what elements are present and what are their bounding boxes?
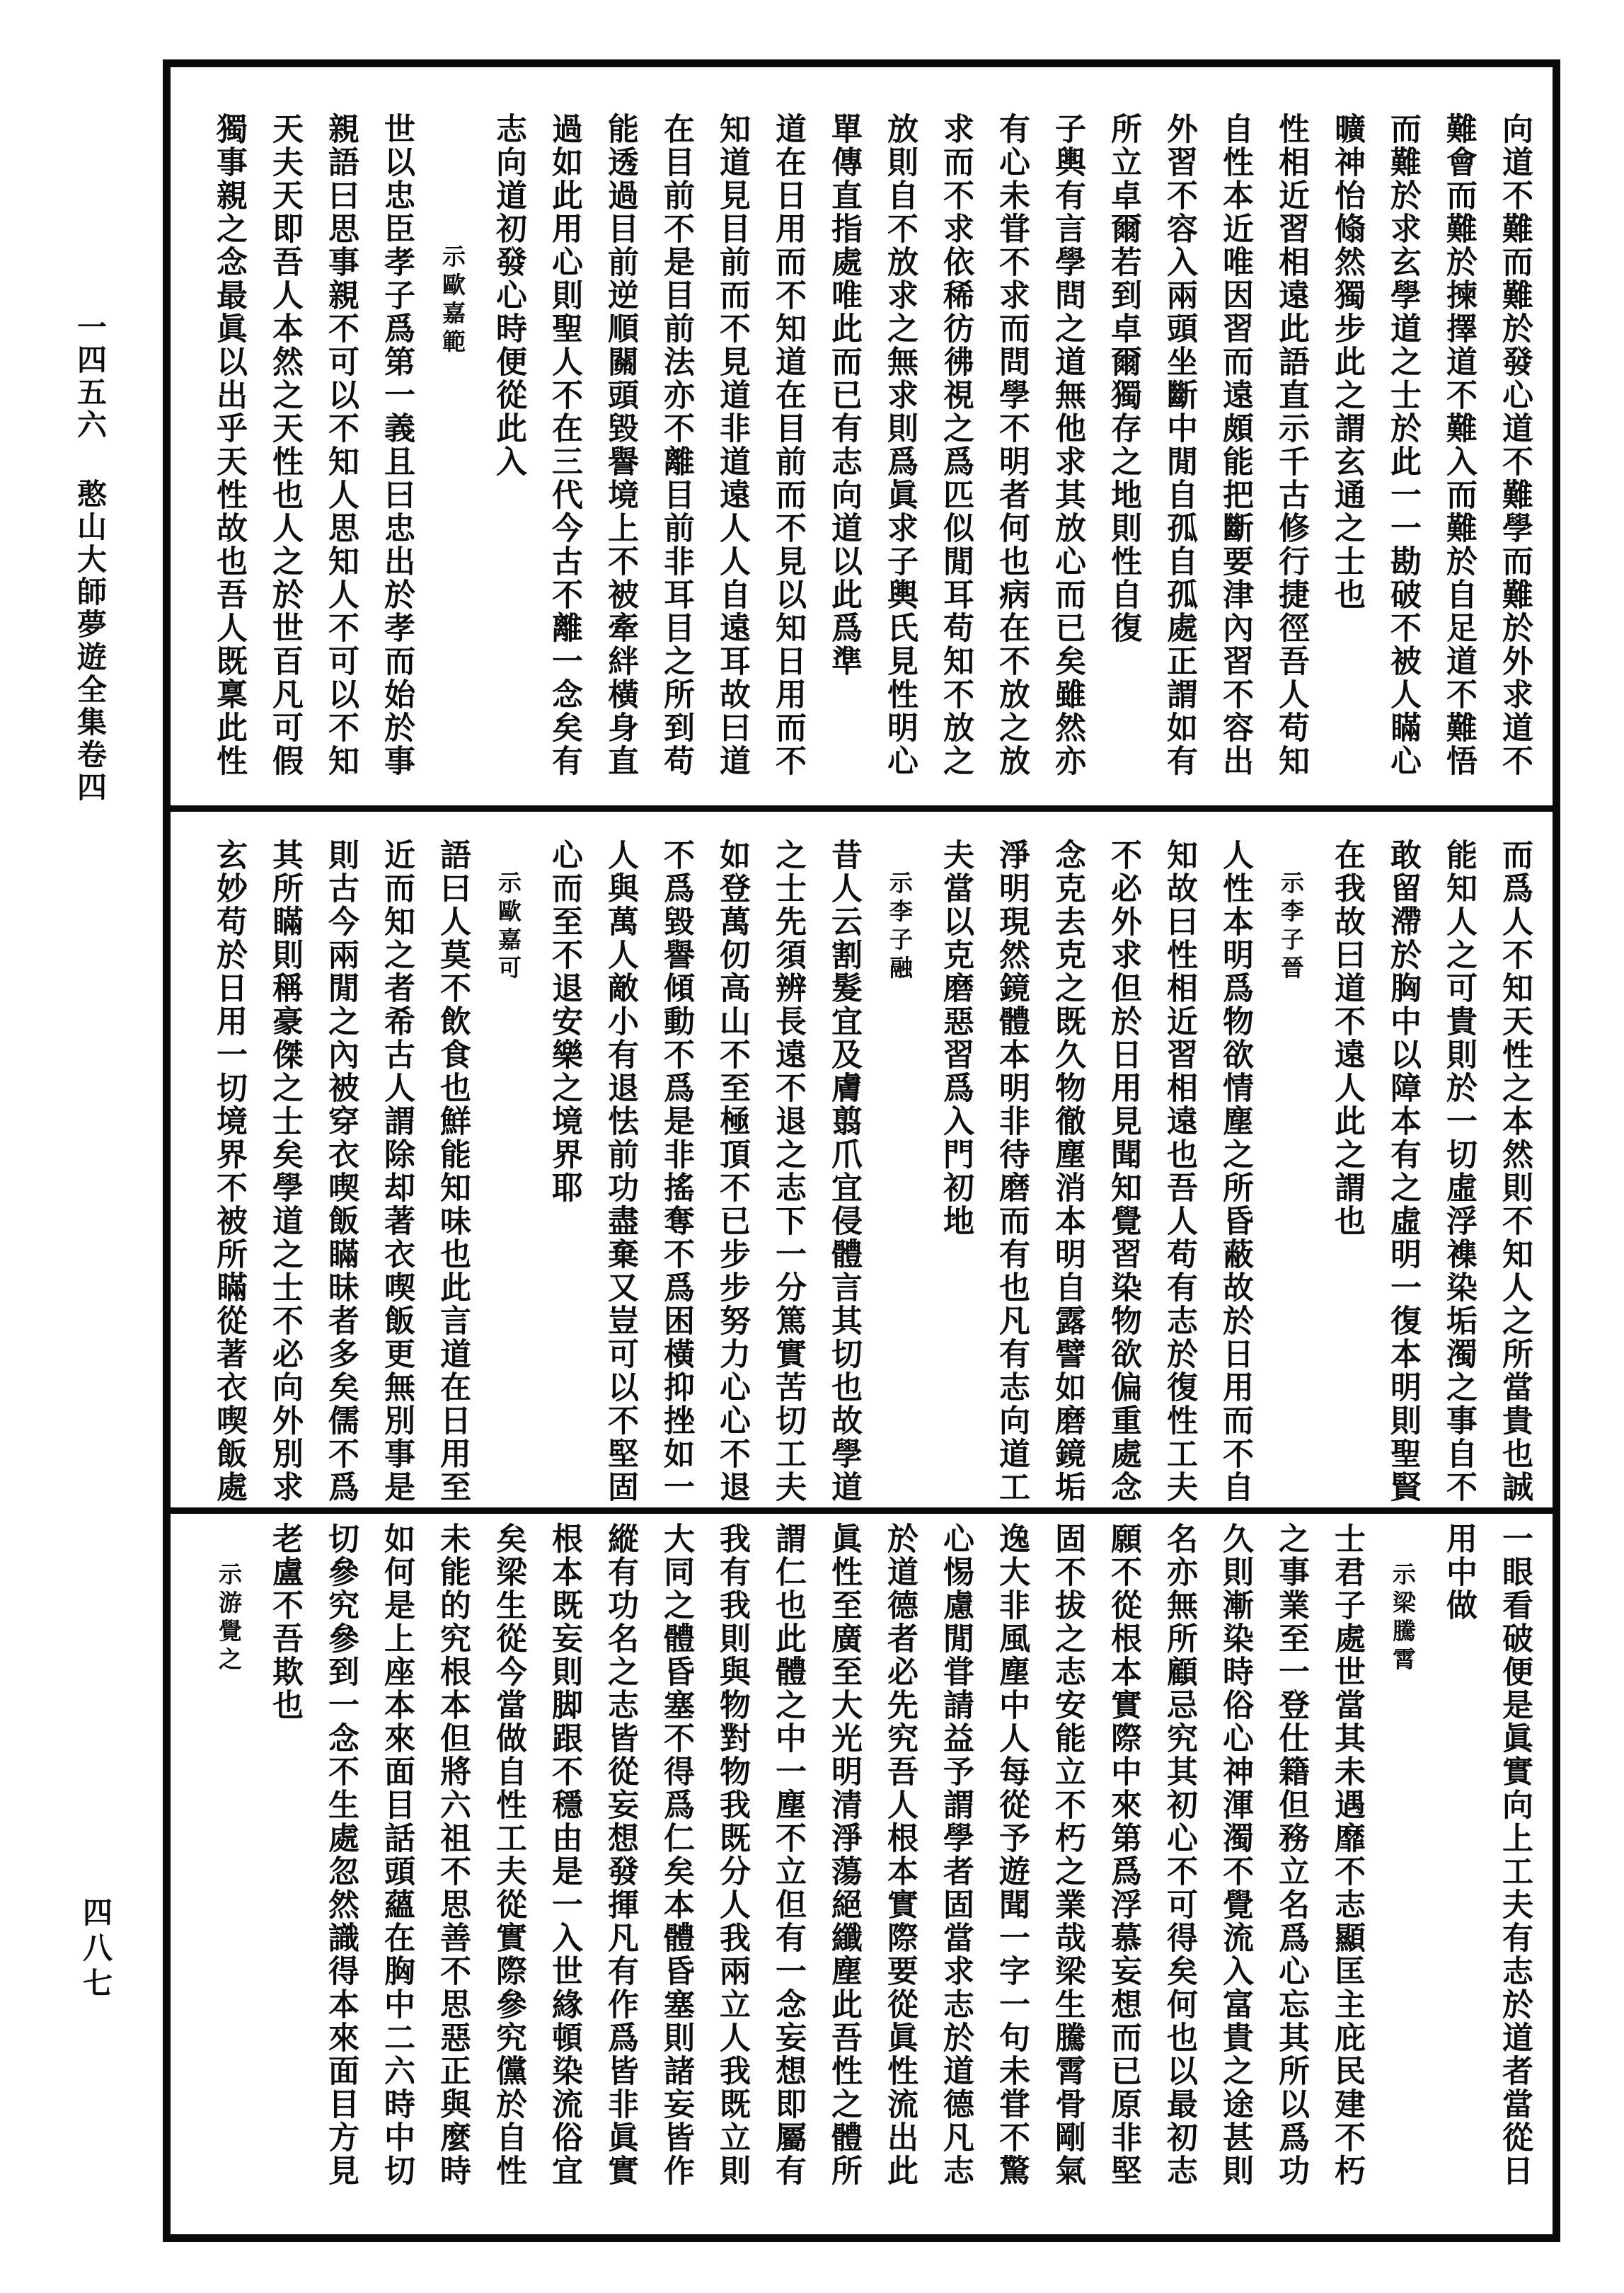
text-column: 曠神怡翛然獨步此之謂玄通之士也 [1329, 113, 1365, 611]
text-column: 所立卓爾若到卓爾獨存之地則性自復 [1105, 113, 1141, 645]
text-column: 之事業至一登仕籍但務立名爲心忘其所以爲功 [1273, 1522, 1309, 2188]
text-column: 如登萬仞高山不至極頂不已步步努力心心不退 [714, 839, 750, 1504]
text-column: 近而知之者希古人謂除却著衣喫飯更無別事是 [379, 839, 415, 1504]
text-column: 於道德者必先究吾人根本實際要從眞性流出此 [882, 1522, 918, 2188]
section-heading: 示游覺之 [215, 1562, 243, 1675]
text-column: 語曰人莫不飲食也鮮能知味也此言道在日用至 [434, 839, 471, 1504]
text-column: 之士先須辨長遠不退之志下一分篤實苦切工夫 [770, 839, 806, 1504]
text-column: 淨明現然鏡體本明非待磨而有也凡有志向道工 [994, 839, 1030, 1504]
text-column: 未能的究根本但將六祖不思善不思惡正與麼時 [434, 1522, 471, 2188]
text-column: 在我故曰道不遠人此之謂也 [1329, 839, 1365, 1238]
text-column: 如何是上座本來面目話頭蘊在胸中二六時中切 [379, 1522, 415, 2188]
section-bottom [171, 1514, 1553, 2234]
text-column: 求而不求依稀彷彿視之爲匹似閒耳苟知不放之 [938, 113, 974, 778]
text-column: 敢留滯於胸中以障本有之虛明一復本明則聖賢 [1385, 839, 1421, 1504]
text-column: 玄妙苟於日用一切境界不被所瞞從著衣喫飯處 [211, 839, 247, 1504]
text-column: 能知人之可貴則於一切虛浮襍染垢濁之事自不 [1441, 839, 1477, 1504]
text-column: 名亦無所顧忌究其初心不可得矣何也以最初志 [1161, 1522, 1197, 2188]
text-column: 志向道初發心時便從此入 [490, 113, 526, 478]
text-column: 人性本明爲物欲情塵之所昏蔽故於日用而不自 [1217, 839, 1253, 1504]
text-column: 自性本近唯因習而遠頗能把斷要津內習不容出 [1217, 113, 1253, 778]
section-divider [171, 805, 1553, 812]
text-column: 念克去克之既久物徹塵消本明自露譬如磨鏡垢 [1049, 839, 1085, 1504]
text-column: 知道見目前而不見道非道遠人人自遠耳故曰道 [714, 113, 750, 778]
text-column: 久則漸染時俗心神渾濁不覺流入富貴之途甚則 [1217, 1522, 1253, 2188]
text-column: 我有我則與物對物我既分人我兩立人我既立則 [714, 1522, 750, 2188]
text-column: 性相近習相遠此語直示千古修行捷徑吾人苟知 [1273, 113, 1309, 778]
section-middle [171, 812, 1553, 1507]
text-column: 謂仁也此體之中一塵不立但有一念妄想即屬有 [770, 1522, 806, 2188]
text-column: 能透過目前逆順關頭毀譽境上不被牽絆橫身直 [602, 113, 638, 778]
text-column: 心惕慮閒甞請益予謂學者固當求志於道德凡志 [938, 1522, 974, 2188]
text-column: 天夫天即吾人本然之天性也人之於世百凡可假 [267, 113, 303, 778]
margin-page-number: 一四五六 [73, 311, 108, 442]
margin-volume-title: 憨山大師夢遊全集卷四 [73, 478, 108, 804]
text-column: 知故曰性相近習相遠也吾人苟有志於復性工夫 [1161, 839, 1197, 1504]
text-column: 不爲毀譽傾動不爲是非搖奪不爲困橫抑挫如一 [658, 839, 694, 1504]
section-divider [171, 1507, 1553, 1514]
text-column: 夫當以克磨惡習爲入門初地 [938, 839, 974, 1238]
text-column: 根本既妄則脚跟不穩由是一入世緣頓染流俗宜 [546, 1522, 582, 2188]
text-column: 有心未甞不求而問學不明者何也病在不放之放 [994, 113, 1030, 778]
text-column: 世以忠臣孝子爲第一義且曰忠出於孝而始於事 [379, 113, 415, 778]
text-column: 昔人云割髮宜及膚翦爪宜侵體言其切也故學道 [826, 839, 862, 1504]
text-column: 矣梁生從今當做自性工夫從實際參究儻於自性 [490, 1522, 526, 2188]
margin-label [67, 311, 113, 804]
text-column: 士君子處世當其未遇靡不志顯匡主庇民建不朽 [1329, 1522, 1365, 2188]
text-column: 固不拔之志安能立不朽之業哉梁生騰霄骨剛氣 [1049, 1522, 1085, 2188]
text-column: 而難於求玄學道之士於此一一勘破不被人瞞心 [1385, 113, 1421, 778]
text-column: 向道不難而難於發心道不難學而難於外求道不 [1497, 113, 1533, 778]
text-column: 心而至不退安樂之境界耶 [546, 839, 582, 1205]
text-column: 一眼看破便是眞實向上工夫有志於道者當從日 [1497, 1522, 1533, 2188]
section-heading: 示李子晉 [1277, 870, 1305, 984]
text-column: 眞性至廣至大光明清淨蕩絕纖塵此吾性之體所 [826, 1522, 862, 2188]
text-column: 逸大非風塵中人每從予遊聞一字一句未甞不驚 [994, 1522, 1030, 2188]
text-column: 外習不容入兩頭坐斷中閒自孤自孤處正謂如有 [1161, 113, 1197, 778]
text-column: 單傳直指處唯此而已有志向道以此爲準 [826, 113, 862, 678]
section-top [171, 67, 1553, 805]
text-column: 道在日用而不知道在目前而不見以知日用而不 [770, 113, 806, 778]
text-column: 難會而難於揀擇道不難入而難於自足道不難悟 [1441, 113, 1477, 778]
text-column: 子輿有言學問之道無他求其放心而已矣雖然亦 [1049, 113, 1085, 778]
text-column: 大同之體昏塞不得爲仁矣本體昏塞則諸妄皆作 [658, 1522, 694, 2188]
text-column: 用中做 [1441, 1522, 1477, 1622]
text-frame [163, 59, 1560, 2242]
text-column: 過如此用心則聖人不在三代今古不離一念矣有 [546, 113, 582, 778]
text-column: 老盧不吾欺也 [267, 1522, 303, 1722]
section-heading: 示歐嘉範 [439, 244, 466, 357]
section-heading: 示歐嘉可 [495, 870, 522, 984]
folio-number: 四八七 [79, 1897, 113, 2003]
text-column: 人與萬人敵小有退怯前功盡棄又豈可以不堅固 [602, 839, 638, 1504]
section-heading: 示梁騰霄 [1389, 1562, 1417, 1675]
text-column: 則古今兩閒之內被穿衣喫飯瞞昧者多矣儒不爲 [323, 839, 359, 1504]
text-column: 縱有功名之志皆從妄想發揮凡有作爲皆非眞實 [602, 1522, 638, 2188]
text-column: 其所瞞則稱豪傑之士矣學道之士不必向外別求 [267, 839, 303, 1504]
text-column: 親語曰思事親不可以不知人思知人不可以不知 [323, 113, 359, 778]
text-column: 切參究參到一念不生處忽然識得本來面目方見 [323, 1522, 359, 2188]
text-column: 不必外求但於日用見聞知覺習染物欲偏重處念 [1105, 839, 1141, 1504]
text-column: 獨事親之念最眞以出乎天性故也吾人既稟此性 [211, 113, 247, 778]
section-heading: 示李子融 [886, 870, 914, 984]
text-column: 放則自不放求之無求則爲眞求子輿氏見性明心 [882, 113, 918, 778]
text-column: 在目前不是目前法亦不離目前非耳目之所到苟 [658, 113, 694, 778]
text-column: 願不從根本實際中來第爲浮慕妄想而已原非堅 [1105, 1522, 1141, 2188]
text-column: 而爲人不知天性之本然則不知人之所當貴也誠 [1497, 839, 1533, 1504]
